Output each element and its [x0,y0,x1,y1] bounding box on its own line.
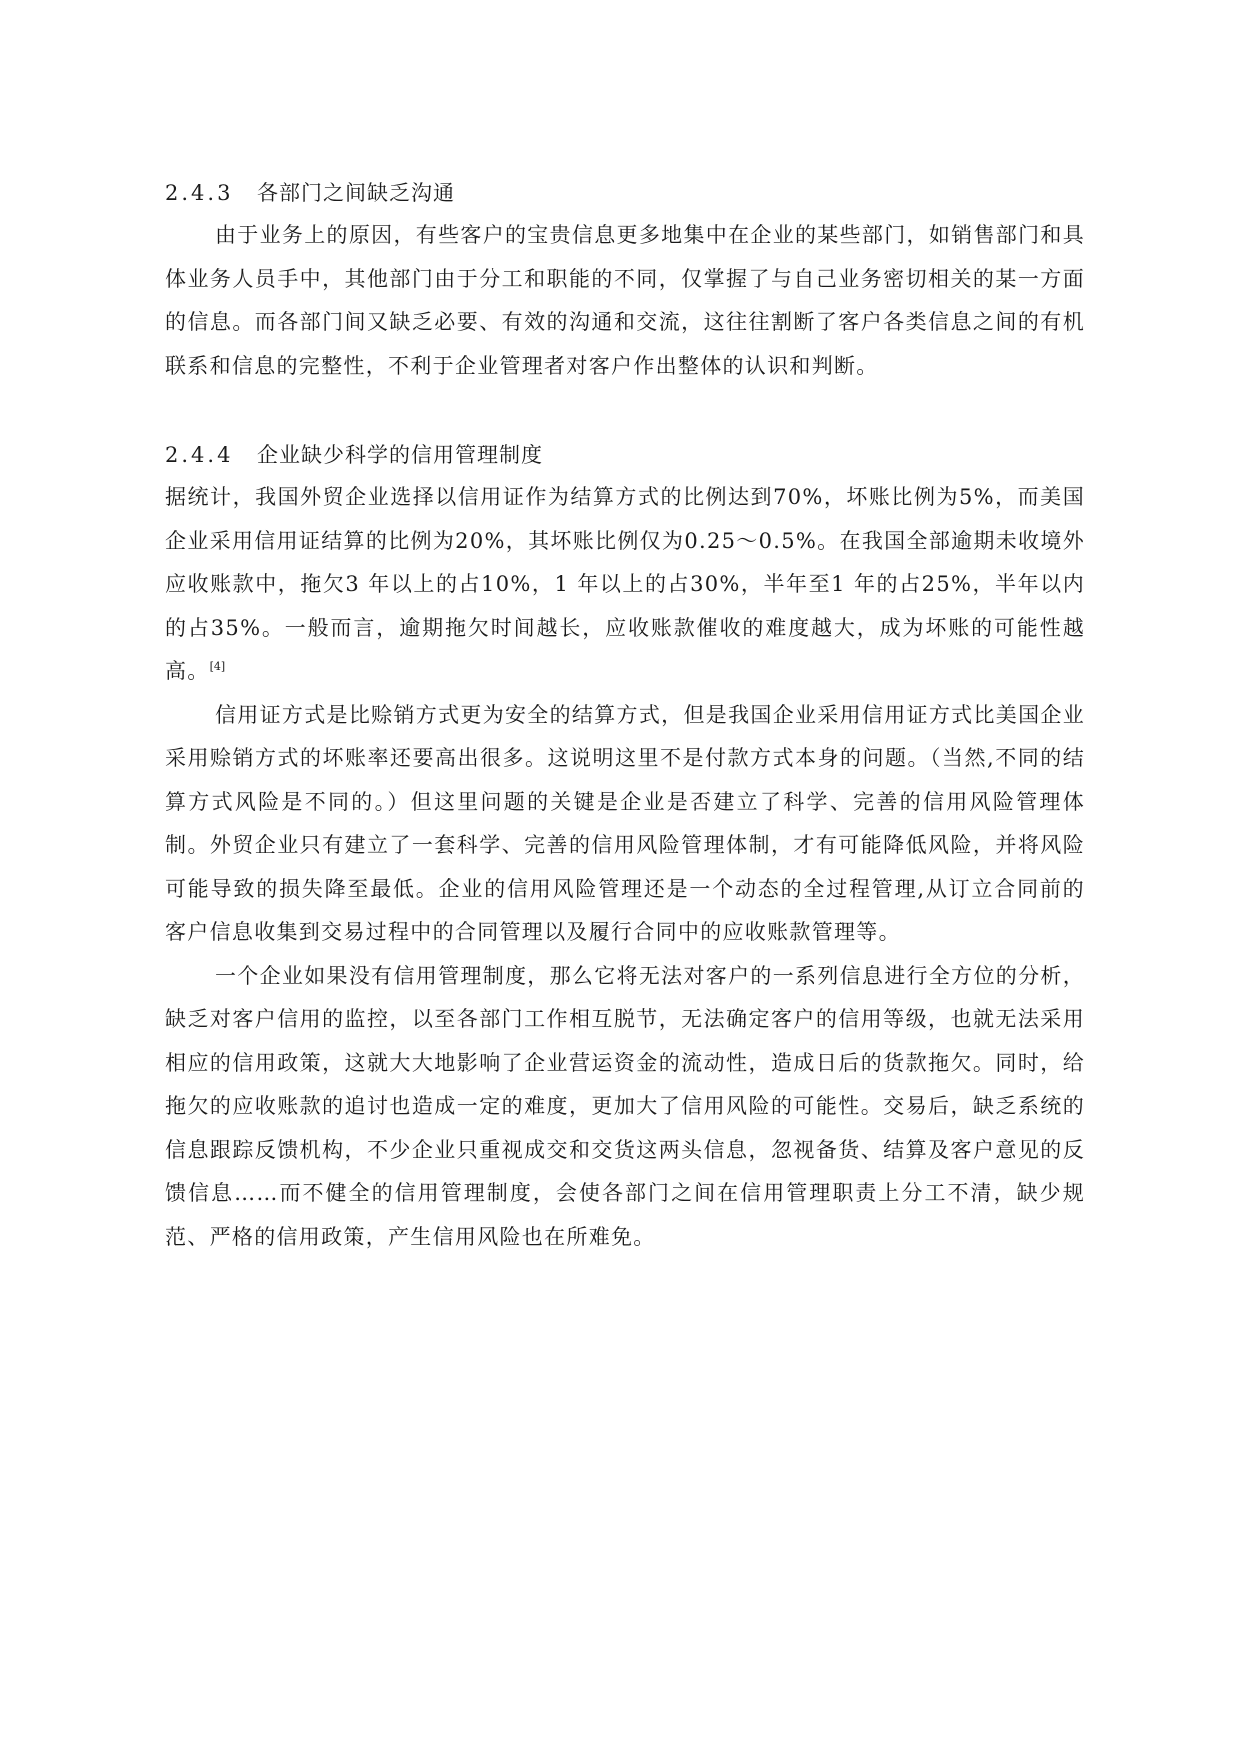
section-title: 企业缺少科学的信用管理制度 [257,443,543,467]
section-number: 2.4.3 [165,181,234,205]
section-heading-2-4-4 [165,434,1085,476]
citation-marker: [4] [209,660,226,673]
statistics-text: 据统计，我国外贸企业选择以信用证作为结算方式的比例达到70%，坏账比例为5%，而美国企业采用信用证结算的比例为20%，其坏账比例仅为0.25～0.5%。在我国全部逾期未收境外应收账款中，拖欠3 年以上的占10%，1 年以上的占30%，半年至1 年的占25%，半年以内的占35%。一般而言，逾期拖欠时间越长，应收账款催收的难度越大，成为坏账的可能性越高。 [165,485,1085,683]
body-paragraph-statistics [165,476,1085,694]
section-number: 2.4.4 [165,443,234,467]
body-paragraph: 一个企业如果没有信用管理制度，那么它将无法对客户的一系列信息进行全方位的分析，缺乏对客户信用的监控，以至各部门工作相互脱节，无法确定客户的信用等级，也就无法采用相应的信用政策，这就大大地影响了企业营运资金的流动性，造成日后的货款拖欠。同时，给拖欠的应收账款的追讨也造成一定的难度，更加大了信用风险的可能性。交易后，缺乏系统的信息跟踪反馈机构，不少企业只重视成交和交货这两头信息，忽视备货、结算及客户意见的反馈信息……而不健全的信用管理制度，会使各部门之间在信用管理职责上分工不清，缺少规范、严格的信用政策，产生信用风险也在所难免。 [165,963,1085,1249]
body-paragraph: 信用证方式是比赊销方式更为安全的结算方式，但是我国企业采用信用证方式比美国企业采用赊销方式的坏账率还要高出很多。这说明这里不是付款方式本身的问题。（当然,不同的结算方式风险是不同的。）但这里问题的关键是企业是否建立了科学、完善的信用风险管理体制。外贸企业只有建立了一套科学、完善的信用风险管理体制，才有可能降低风险，并将风险可能导致的损失降至最低。企业的信用风险管理还是一个动态的全过程管理,从订立合同前的客户信息收集到交易过程中的合同管理以及履行合同中的应收账款管理等。 [165,702,1085,944]
body-paragraph: 由于业务上的原因，有些客户的宝贵信息更多地集中在企业的某些部门，如销售部门和具体业务人员手中，其他部门由于分工和职能的不同，仅掌握了与自己业务密切相关的某一方面的信息。而各部门间又缺乏必要、有效的沟通和交流，这往往割断了客户各类信息之间的有机联系和信息的完整性，不利于企业管理者对客户作出整体的认识和判断。 [165,223,1085,378]
section-title: 各部门之间缺乏沟通 [257,181,455,205]
document-page [165,172,1085,1259]
section-heading-2-4-3 [165,172,1085,214]
